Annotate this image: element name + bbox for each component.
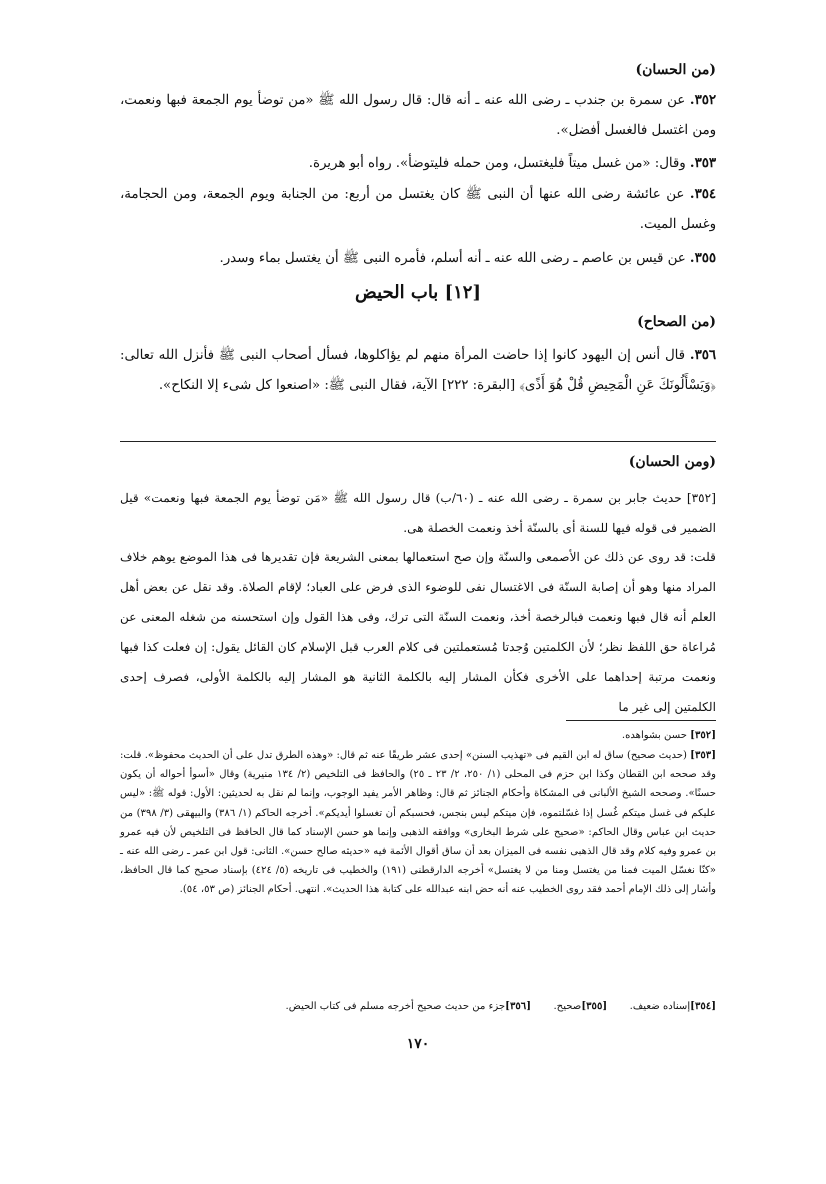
hadith-number: ٣٥٦. <box>689 348 716 363</box>
chapter-title: [١٢] باب الحيض <box>355 282 481 303</box>
footnote-353 <box>120 746 716 900</box>
footnotes-last-line <box>120 997 716 1016</box>
section-heading-hasan-commentary: (ومن الحسان) <box>628 454 716 470</box>
footnote-352 <box>120 726 716 745</box>
page-number: ١٧٠ <box>406 1036 430 1052</box>
section-heading-hasan: (من الحسان) <box>635 62 716 78</box>
footnote-rule <box>566 720 716 721</box>
footnote-number: [٣٥٣] <box>690 750 716 761</box>
commentary-352: [٣٥٢] حديث جابر بن سمرة ـ رضى الله عنه ـ (٦٠/ب) قال رسول الله ﷺ «مَن توضأ يوم الجمعة فبها ونعمت» قيل الضمير فى قوله فيها للسنة أى بالسنّة أخذ ونعمت الخصلة هى. <box>120 491 716 535</box>
footnote-text: صحيح. <box>553 1001 582 1012</box>
footnote-text: جزء من حديث صحيح أخرجه مسلم فى كتاب الحيض. <box>285 1001 506 1012</box>
hadith-text: عن سمرة بن جندب ـ رضى الله عنه ـ أنه قال: قال رسول الله ﷺ «من توضأ يوم الجمعة فبها ونعمت، ومن اغتسل فالغسل أفضل». <box>120 93 716 138</box>
footnote-354 <box>626 1001 716 1012</box>
section-divider <box>120 441 716 442</box>
footnote-number: [٣٥٤] <box>690 1001 716 1012</box>
hadith-number: ٣٥٣. <box>689 156 716 171</box>
hadith-352 <box>120 86 716 146</box>
commentary-paragraph: قلت: قد روى عن ذلك عن الأصمعى والسنّة وإن صح استعمالها بمعنى الشريعة فإن تقديرها فى هذا الموضع يوهم خلاف المراد منها وهو أن إصابة السنّة فى الاغتسال نفى للوضوء الذى فرض على العباد؛ لإقام الصلاة. وقد نقل عن بعض أهل العلم أنه قال فبها ونعمت فبالرخصة أخذ، ونعمت السنّة التى ترك، وفى هذا القول وإن استحسنه من شغله المعنى عن مُراعاة حق اللفظ نظر؛ لأن الكلمتين وُجدتا مُستعملتين فى كلام العرب قبل الإسلام كان القائل يقول: إن فعلت كذا فبها ونعمت مرتبة إحداهما على الأخرى فكأن المشار إليه بالكلمة الثانية هو المشار إليه بالكلمة الأولى، فصرف إحدى الكلمتين إلى غير ما <box>120 550 716 714</box>
hadith-353 <box>120 149 716 179</box>
hadith-text: وقال: «من غسل ميتاً فليغتسل، ومن حمله فليتوضأ». رواه أبو هريرة. <box>308 156 686 171</box>
footnote-text: (حديث صحيح) ساق له ابن القيم فى «تهذيب السنن» إحدى عشر طريقًا عنه ثم قال: «وهذه الطرق تدل على أن الحديث محفوظ». قلت: وقد صححه ابن القطان وكذا ابن حزم فى المحلى (١/ ٢٥٠، ٢/ ٢٣ ـ ٢٥) والحافظ فى التلخيص (٢/ ١٣٤ منيرية) وقال «أسوأ أحواله أن يكون حسنًا». وصححه الشيخ الألبانى فى المشكاة وأحكام الجنائز ثم قال: وظاهر الأمر يفيد الوجوب، وإنما لم نقل به لحديثين: الأول: قوله ﷺ: «ليس عليكم فى غسل ميتكم غُسل إذا غسّلتموه، فإن ميتكم ليس بنجس، فحسبكم أن تغسلوا أيديكم». أخرجه الحاكم (١/ ٣٨٦) والبيهقى (٣/ ٣٩٨) من حديث ابن عباس وقال الحاكم: «صحيح على شرط البخارى» ووافقه الذهبى وإنما هو حسن الإسناد كما قال الحافظ فى التلخيص لأن فيه عمرو بن عمرو وفيه كلام وقد قال الذهبى نفسه فى الميزان بعد أن ساق أقوال الأئمة فيه «حديثه صالح حسن». الثانى: قول ابن عمر ـ رضى الله عنه ـ «كنّا نغسّل الميت فمنا من يغتسل ومنا من لا يغتسل» أخرجه الدارقطنى (١٩١) والخطيب فى تاريخه (٥/ ٤٢٤) بإسناد صحيح كما قال الحافظ، وأشار إلى ذلك الإمام أحمد فقد روى الخطيب عنه أنه حض ابنه عبدالله على كتابة هذا الحديث». انتهى. أحكام الجنائز (ص ٥٣، ٥٤). <box>120 750 717 896</box>
hadith-354 <box>120 180 716 240</box>
footnote-text: حسن بشواهده. <box>621 730 687 741</box>
footnote-number: [٣٥٥] <box>581 1001 608 1012</box>
hadith-355 <box>120 244 716 274</box>
hadith-text: قال أنس إن اليهود كانوا إذا حاضت المرأة منهم لم يؤاكلوها، فسأل أصحاب النبى ﷺ فأنزل الله تعالى: ﴿وَيَسْأَلُونَكَ عَنِ الْمَحِيضِ قُلْ هُوَ أَذًى﴾ [البقرة: ٢٢٢] الآية، فقال النبى ﷺ: «اصنعوا كل شىء إلا النكاح». <box>120 348 716 393</box>
hadith-356 <box>120 341 716 401</box>
footnote-number: [٣٥٢] <box>690 730 716 741</box>
hadith-text: عن عائشة رضى الله عنها أن النبى ﷺ كان يغتسل من أربع: من الجنابة ويوم الجمعة، ومن الحجامة، وغسل الميت. <box>120 187 716 232</box>
hadith-number: ٣٥٢. <box>689 93 716 108</box>
hadith-number: ٣٥٥. <box>689 251 716 266</box>
hadith-text: عن قيس بن عاصم ـ رضى الله عنه ـ أنه أسلم، فأمره النبى ﷺ أن يغتسل بماء وسدر. <box>219 251 686 266</box>
footnote-356 <box>286 1001 531 1012</box>
footnote-text: إسناده ضعيف. <box>629 1001 691 1012</box>
footnote-number: [٣٥٦] <box>505 1001 531 1012</box>
hadith-number: ٣٥٤. <box>689 187 716 202</box>
section-heading-sihah: (من الصحاح) <box>637 314 716 330</box>
footnote-355 <box>550 1001 607 1012</box>
page <box>120 56 716 1136</box>
